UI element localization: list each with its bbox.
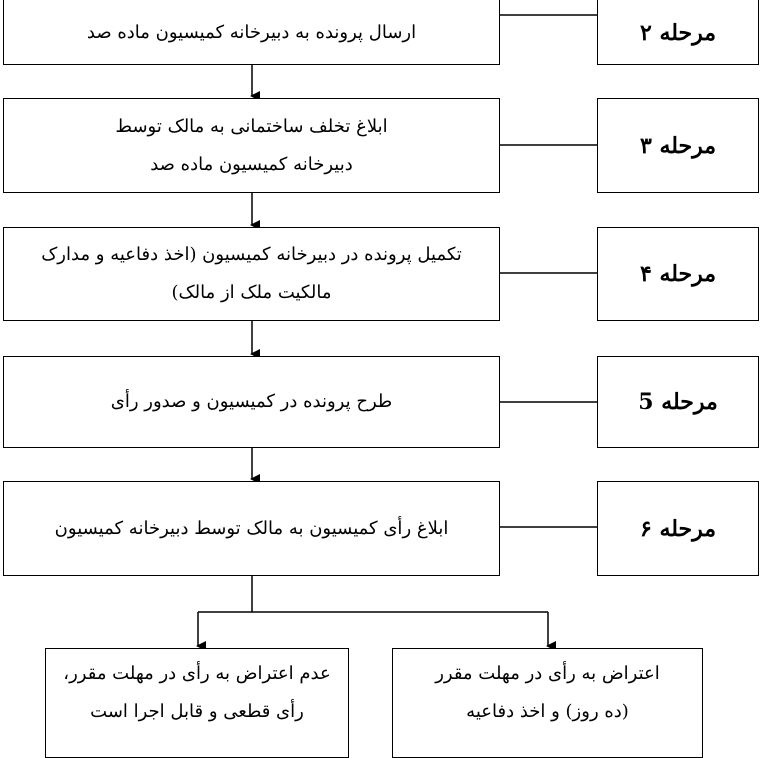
step-text-6: ابلاغ رأی کمیسیون به مالک توسط دبیرخانه کمیسیون: [54, 517, 449, 539]
step-text-4: تکمیل پرونده در دبیرخانه کمیسیون (اخذ دفاعیه و مدارک مالکیت ملک از مالک): [41, 244, 462, 303]
stage-label-5: مرحله 5: [638, 389, 718, 415]
stage-label-6: مرحله ۶: [639, 515, 717, 542]
stage-box-2: [597, 0, 759, 65]
step-box-2: [3, 0, 500, 65]
outcome-box-objection: [392, 648, 703, 758]
outcome-text-objection: اعتراض به رأی در مهلت مقرر (ده روز) و اخذ دفاعیه: [435, 663, 660, 722]
step-text-5: طرح پرونده در کمیسیون و صدور رأی: [110, 391, 393, 412]
stage-box-4: [597, 227, 759, 321]
step-text-2: ارسال پرونده به دبیرخانه کمیسیون ماده صد: [86, 21, 417, 43]
stage-box-5: [597, 356, 759, 448]
step-box-5: [3, 356, 500, 448]
stage-box-3: [597, 98, 759, 193]
step-text-3: ابلاغ تخلف ساختمانی به مالک توسط دبیرخانه کمیسیون ماده صد: [115, 115, 388, 175]
outcome-box-no-objection: [45, 648, 349, 758]
stage-label-4: مرحله ۴: [639, 261, 717, 287]
step-box-3: [3, 98, 500, 193]
outcome-text-no-objection: عدم اعتراض به رأی در مهلت مقرر، رأی قطعی و قابل اجرا است: [63, 663, 331, 722]
stage-box-6: [597, 481, 759, 576]
step-box-6: [3, 481, 500, 576]
stage-label-3: مرحله ۳: [639, 132, 717, 159]
step-box-4: [3, 227, 500, 321]
stage-label-2: مرحله ۲: [639, 19, 717, 46]
